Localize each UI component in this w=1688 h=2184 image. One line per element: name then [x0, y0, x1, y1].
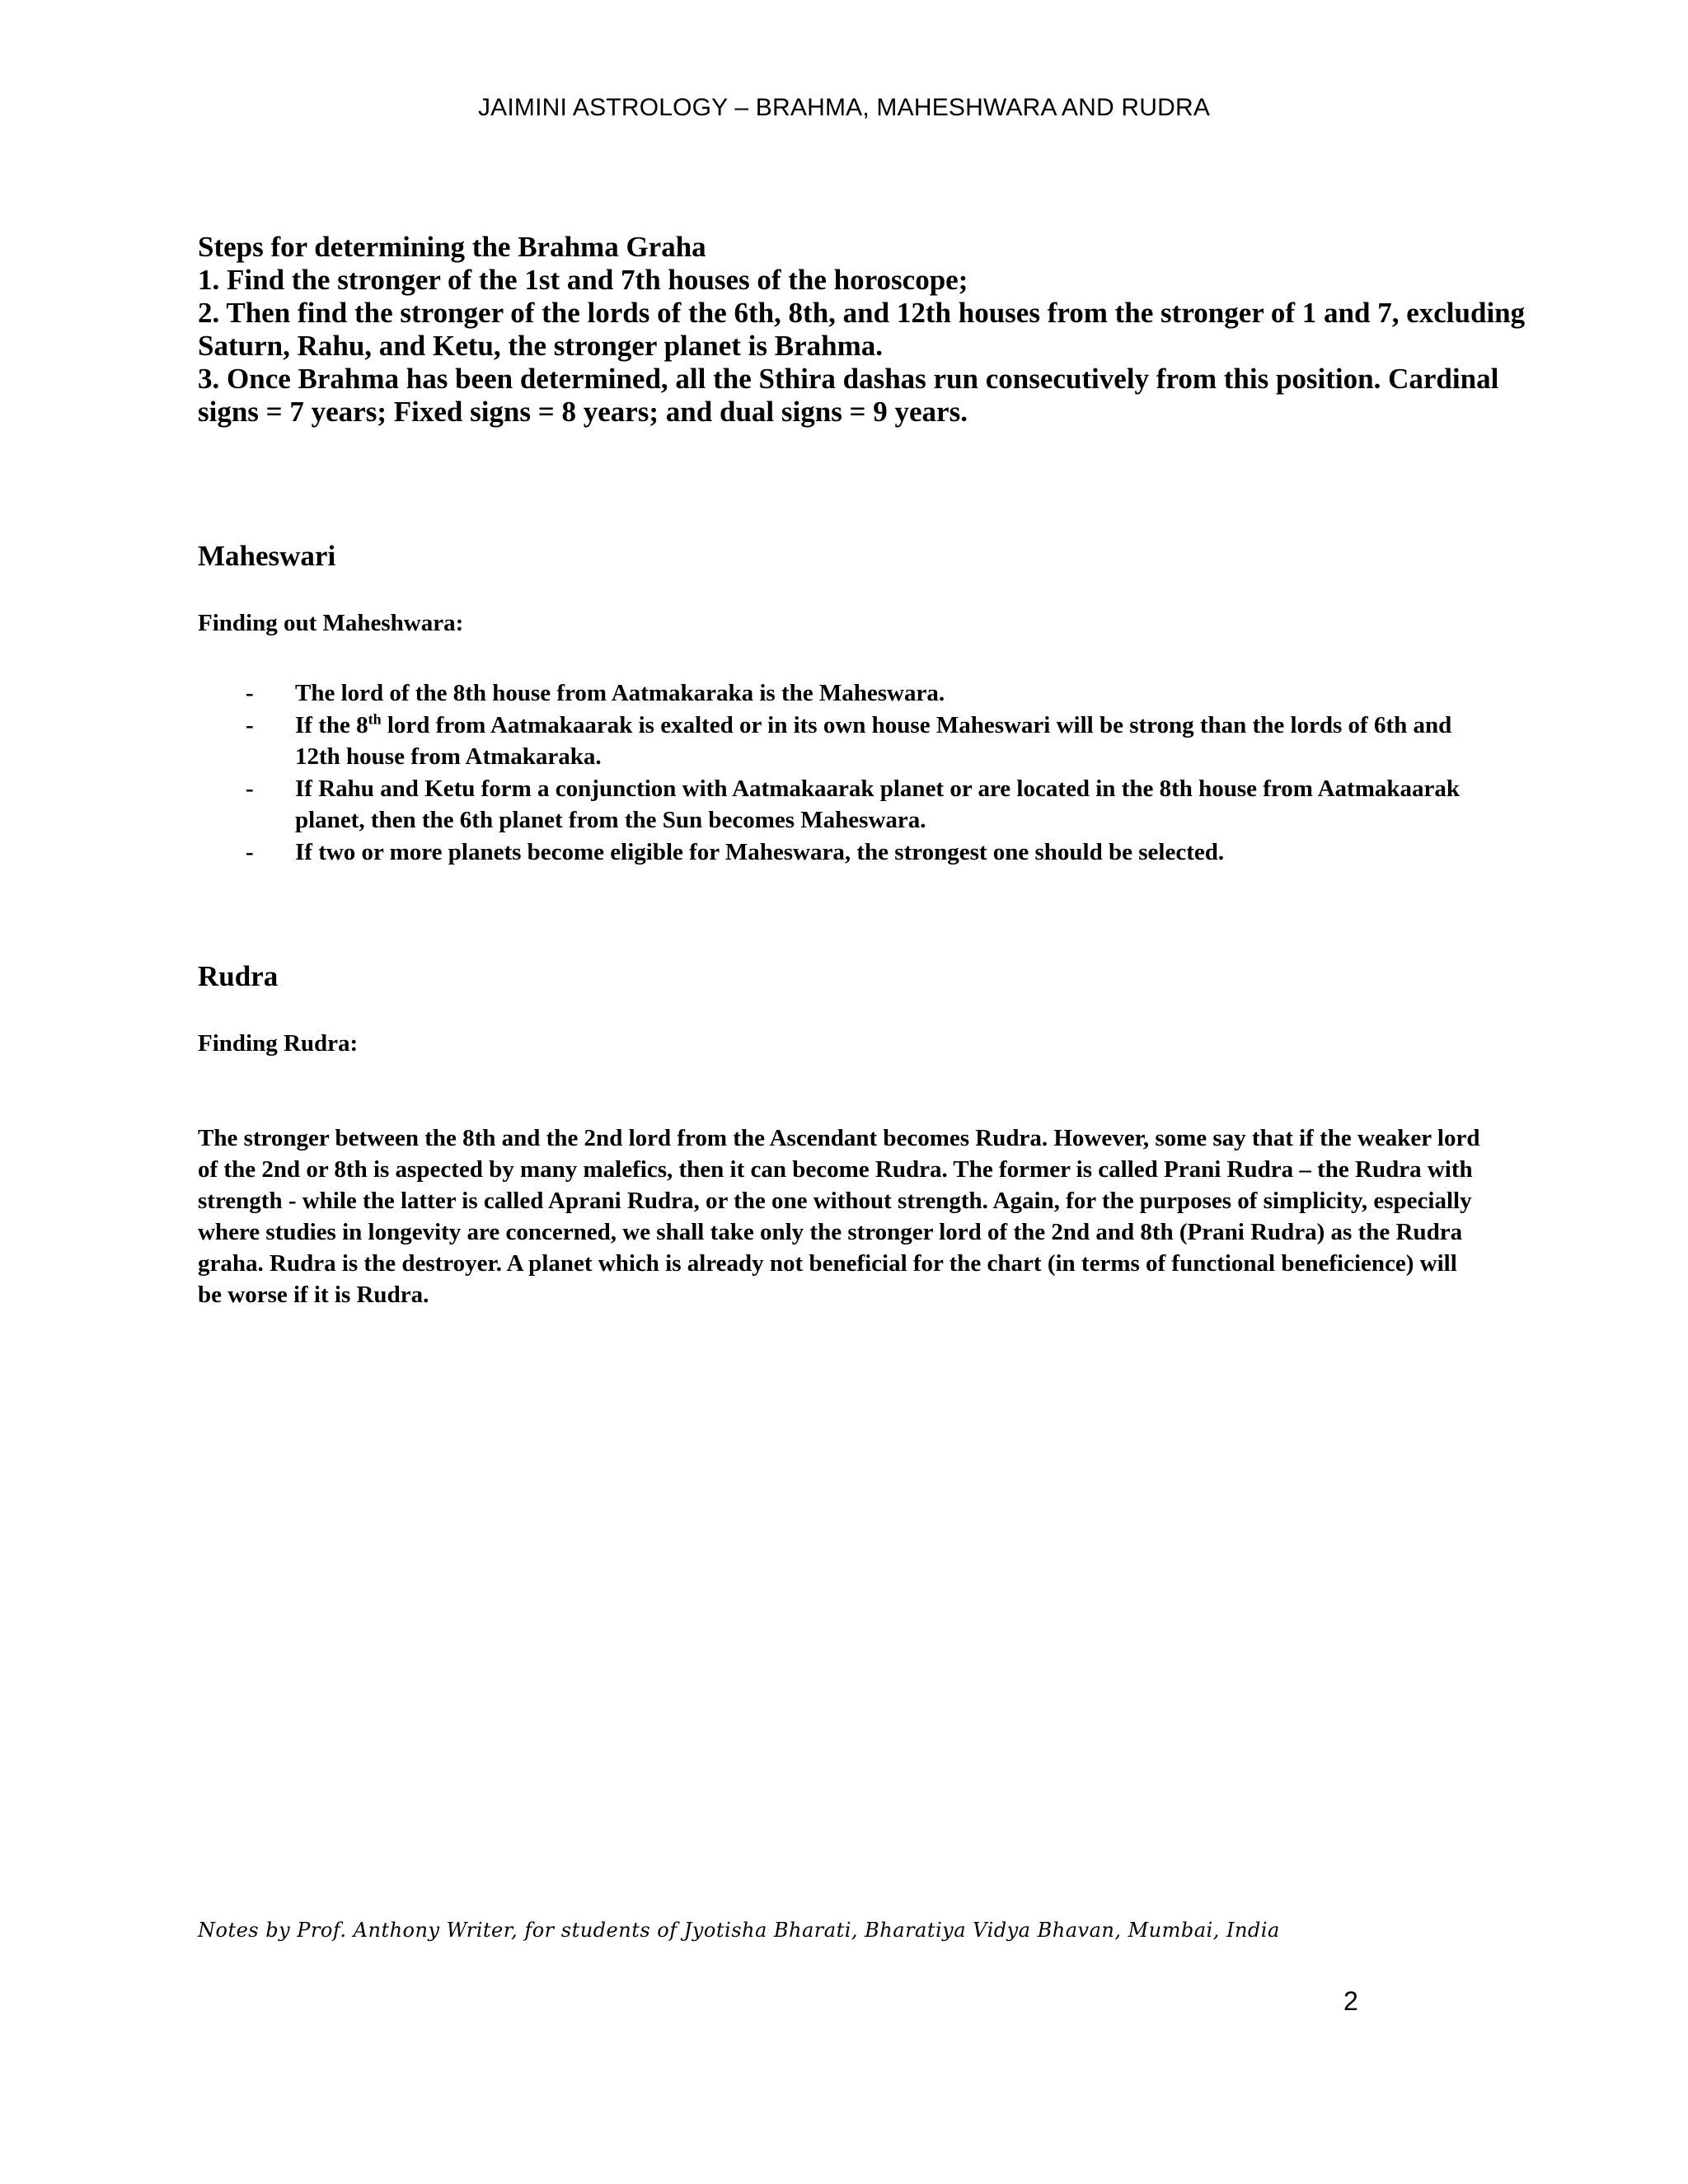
maheswari-subheading: Finding out Maheshwara:	[198, 610, 464, 636]
rudra-heading: Rudra	[198, 960, 279, 992]
rudra-paragraph: The stronger between the 8th and the 2nd lord from the Ascendant becomes Rudra. However, some say that if the weaker lord of the 2nd or 8th is aspected by many malefics, then it can become Rudra. The former is called Prani Rudra – the Rudra with strength - while the latter is called Aprani Rudra, or the one without strength. Again, for the purposes of simplicity, especially where studies in longevity are concerned, we shall take only the stronger lord of the 2nd and 8th (Prani Rudra) as the Rudra graha. Rudra is the destroyer. A planet which is already not beneficial for the chart (in terms of functional beneficience) will be worse if it is Rudra.	[198, 1125, 1480, 1308]
brahma-step-1: 1. Find the stronger of the 1st and 7th houses of the horoscope;	[198, 264, 968, 296]
maheswari-heading: Maheswari	[198, 540, 336, 572]
bullet-dash: -	[246, 680, 254, 706]
ordinal-superscript: th	[368, 710, 382, 727]
bullet-dash: -	[246, 838, 254, 865]
list-item-text-rest: lord from Aatmakaarak is exalted or in its own house Maheswari will be strong than the lords of 6th and 12th house from Atmakaraka.	[295, 711, 1452, 770]
brahma-step-3: 3. Once Brahma has been determined, all the Sthira dashas run consecutively from this position. Cardinal signs = 7 years; Fixed signs = 8 years; and dual signs = 9 years.	[198, 363, 1499, 428]
brahma-graha-steps	[198, 231, 1533, 429]
list-item	[198, 710, 1484, 773]
list-item	[198, 837, 1484, 869]
bullet-dash: -	[246, 711, 254, 738]
list-item	[198, 677, 1484, 710]
list-item-text: If two or more planets become eligible for Maheswara, the strongest one should be selected.	[295, 838, 1225, 865]
running-header: JAIMINI ASTROLOGY – BRAHMA, MAHESHWARA AND RUDRA	[477, 94, 1211, 121]
list-item	[198, 773, 1484, 837]
list-item-text-start: If the 8	[295, 711, 368, 738]
brahma-step-2: 2. Then find the stronger of the lords of the 6th, 8th, and 12th houses from the stronger of 1 and 7, excluding Saturn, Rahu, and Ketu, the stronger planet is Brahma.	[198, 297, 1526, 362]
maheswari-rules-list	[198, 677, 1484, 868]
list-item-text: If Rahu and Ketu form a conjunction with Aatmakaarak planet or are located in the 8th house from Aatmakaarak planet, then the 6th planet from the Sun becomes Maheswara.	[295, 775, 1460, 833]
bullet-dash: -	[246, 775, 254, 802]
page-number: 2	[1343, 1986, 1358, 2016]
list-item-text: The lord of the 8th house from Aatmakaraka is the Maheswara.	[295, 680, 945, 706]
brahma-steps-title: Steps for determining the Brahma Graha	[198, 231, 706, 263]
rudra-subheading: Finding Rudra:	[198, 1030, 359, 1057]
footer-note: Notes by Prof. Anthony Writer, for students of Jyotisha Bharati, Bharatiya Vidya Bhavan, Mumbai, India	[198, 1919, 1280, 1942]
